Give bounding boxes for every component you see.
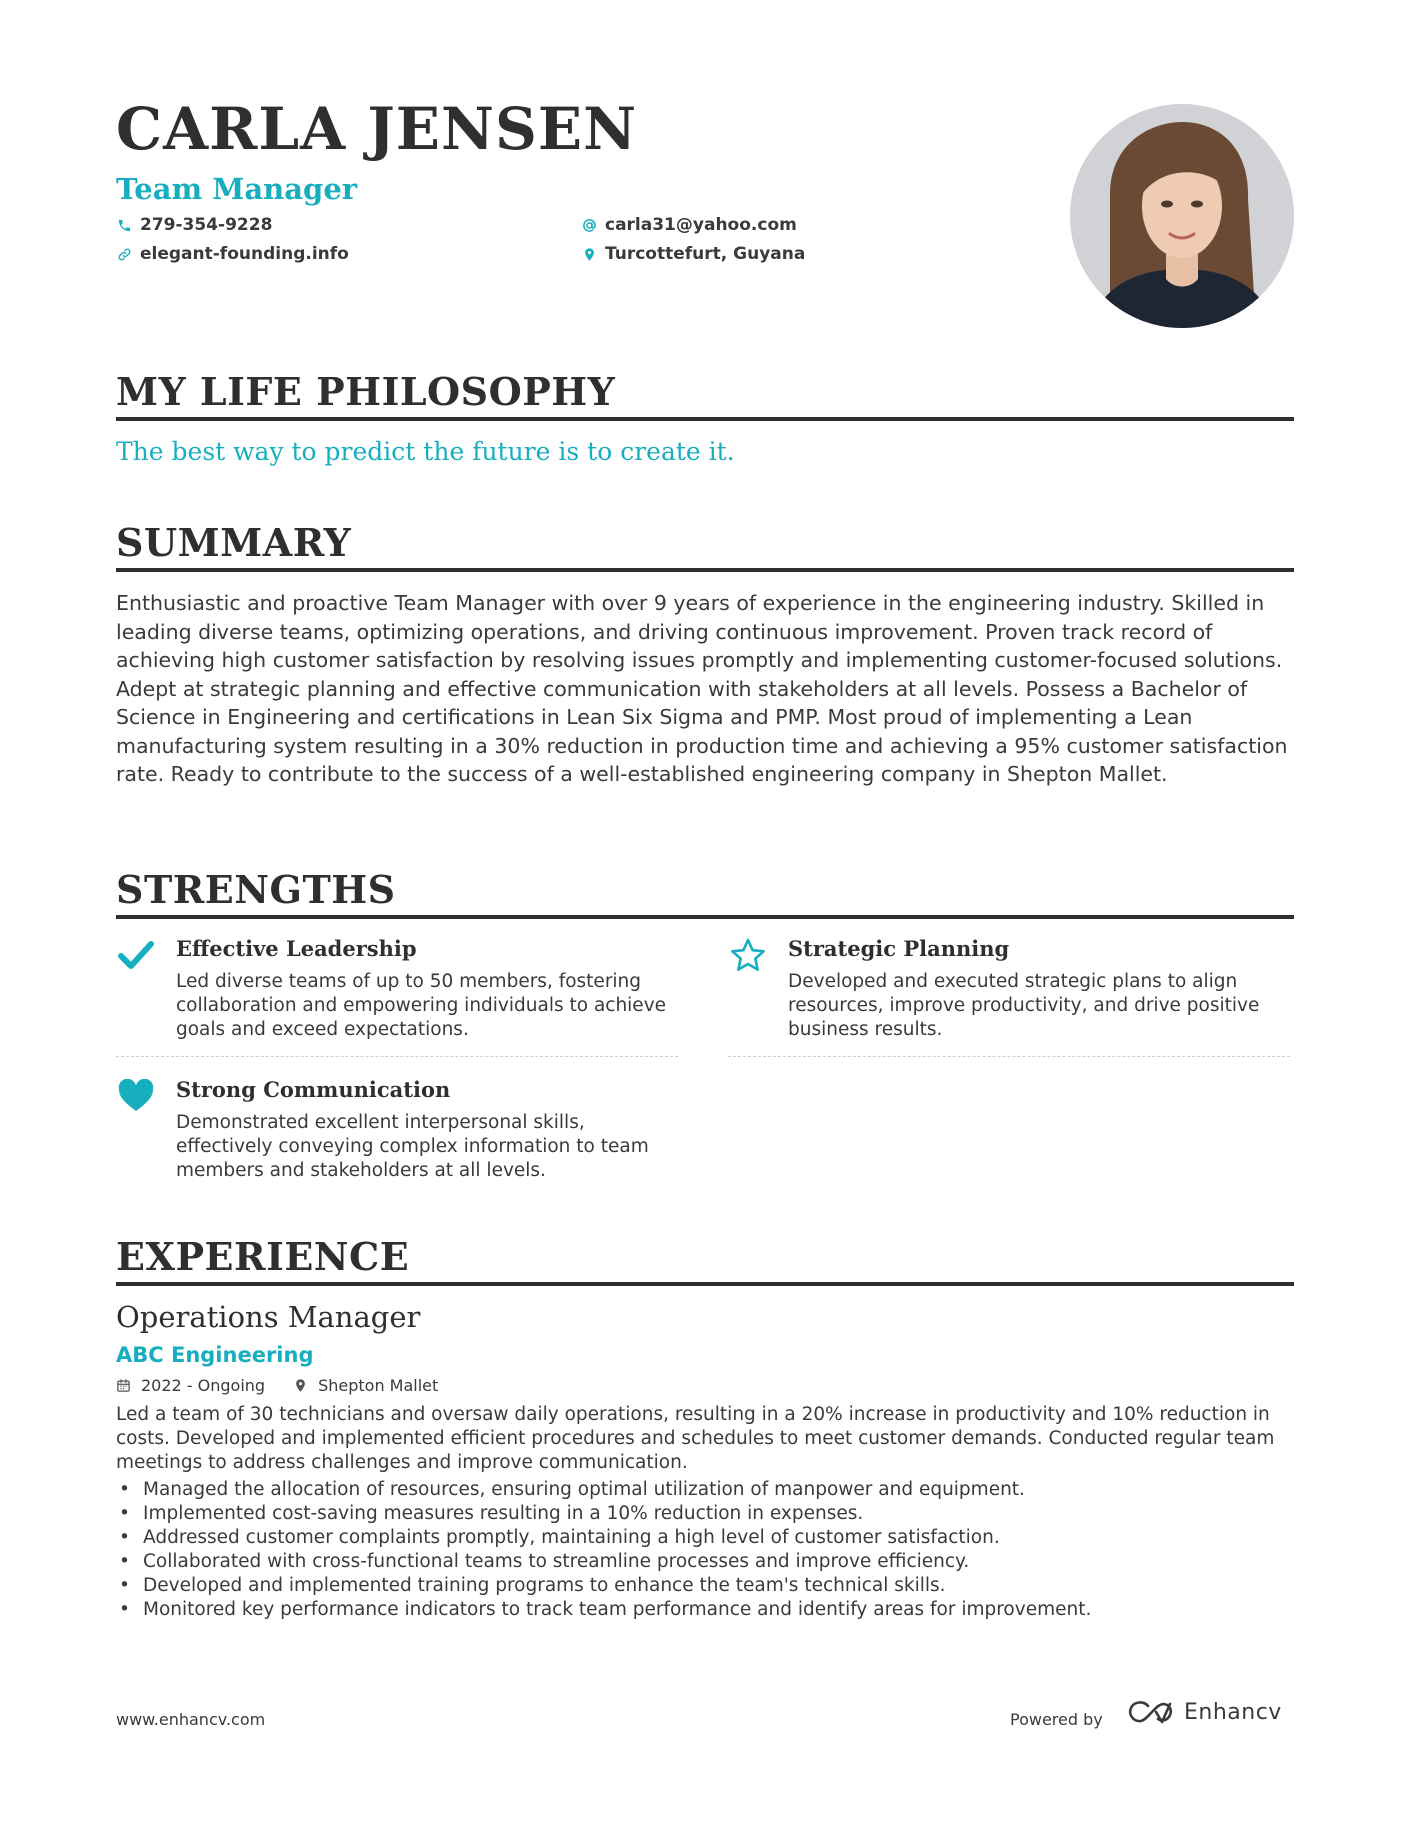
list-item: • Addressed customer complaints promptly, maintaining a high level of customer satisfaction. <box>116 1526 1294 1550</box>
strength-description: Demonstrated excellent interpersonal skills, effectively conveying complex information to team members and stakeholders at all levels. <box>176 1112 649 1181</box>
enhancv-logo-icon <box>1126 1698 1174 1726</box>
list-item: • Developed and implemented training programs to enhance the team's technical skills. <box>116 1574 1294 1598</box>
star-icon <box>728 938 768 972</box>
avatar <box>1070 104 1294 328</box>
experience-dates: 2022 - Ongoing <box>141 1376 266 1395</box>
experience-location: Shepton Mallet <box>318 1376 439 1395</box>
section-title-summary: SUMMARY <box>116 524 1294 572</box>
contact-phone <box>116 215 272 235</box>
resume-page <box>116 0 1294 1826</box>
phone-text: 279-354-9228 <box>140 215 273 235</box>
footer-url[interactable]: www.enhancv.com <box>116 1710 266 1729</box>
contact-email <box>581 215 797 235</box>
section-title-philosophy: MY LIFE PHILOSOPHY <box>116 373 1294 421</box>
strength-divider <box>728 1056 1290 1057</box>
brand-logo[interactable] <box>1126 1698 1282 1726</box>
strength-description: Led diverse teams of up to 50 members, fostering collaboration and empowering individuals to achieve goals and exceed expectations. <box>176 971 667 1040</box>
brand-name: Enhancv <box>1184 1699 1282 1725</box>
email-text: carla31@yahoo.com <box>605 215 797 235</box>
strength-description: Developed and executed strategic plans to align resources, improve productivity, and drive positive business results. <box>788 971 1260 1040</box>
experience-company: ABC Engineering <box>116 1343 314 1367</box>
list-item: • Monitored key performance indicators to track team performance and identify areas for improvement. <box>116 1598 1294 1622</box>
link-icon <box>116 246 132 262</box>
check-icon <box>116 938 156 972</box>
philosophy-quote: The best way to predict the future is to create it. <box>116 437 735 466</box>
strength-title: Strong Communication <box>176 1077 451 1102</box>
list-item: • Implemented cost-saving measures resulting in a 10% reduction in expenses. <box>116 1502 1294 1526</box>
heart-icon <box>116 1079 156 1113</box>
candidate-name: CARLA JENSEN <box>116 95 638 163</box>
phone-icon <box>116 217 132 233</box>
section-title-strengths: STRENGTHS <box>116 871 1294 919</box>
website-text: elegant-founding.info <box>140 244 349 264</box>
contact-website <box>116 244 349 264</box>
candidate-title: Team Manager <box>116 172 358 206</box>
summary-text: Enthusiastic and proactive Team Manager with over 9 years of experience in the engineering industry. Skilled in leading diverse teams, optimizing operations, and driving continuous improvement. Proven track record of achieving high customer satisfaction by resolving issues promptly and implementing customer-focused solutions. Adept at strategic planning and effective communication with stakeholders at all levels. Possess a Bachelor of Science in Engineering and certifications in Lean Six Sigma and PMP. Most proud of implementing a Lean manufacturing system resulting in a 30% reduction in production time and achieving a 95% customer satisfaction rate. Ready to contribute to the success of a well-established engineering company in Shepton Mallet. <box>116 591 1288 786</box>
at-icon <box>581 217 597 233</box>
list-item: • Managed the allocation of resources, ensuring optimal utilization of manpower and equipment. <box>116 1478 1294 1502</box>
section-title-experience: EXPERIENCE <box>116 1238 1294 1286</box>
location-text: Turcottefurt, Guyana <box>605 244 806 264</box>
experience-meta <box>116 1376 438 1395</box>
strength-title: Effective Leadership <box>176 936 417 961</box>
contact-location <box>581 244 805 264</box>
powered-by-label: Powered by <box>1010 1710 1103 1729</box>
strength-title: Strategic Planning <box>788 936 1010 961</box>
calendar-icon <box>116 1378 131 1393</box>
location-pin-icon <box>581 246 597 262</box>
experience-description: Led a team of 30 technicians and oversaw daily operations, resulting in a 20% increase in productivity and 10% reduction in costs. Developed and implemented efficient procedures and schedules to meet customer demands. Conducted regular team meetings to address challenges and improve communication. <box>116 1404 1275 1473</box>
strength-divider <box>116 1056 678 1057</box>
location-pin-icon <box>293 1378 308 1393</box>
experience-role: Operations Manager <box>116 1300 421 1334</box>
experience-bullets <box>116 1478 1294 1622</box>
list-item: • Collaborated with cross-functional teams to streamline processes and improve efficiency. <box>116 1550 1294 1574</box>
